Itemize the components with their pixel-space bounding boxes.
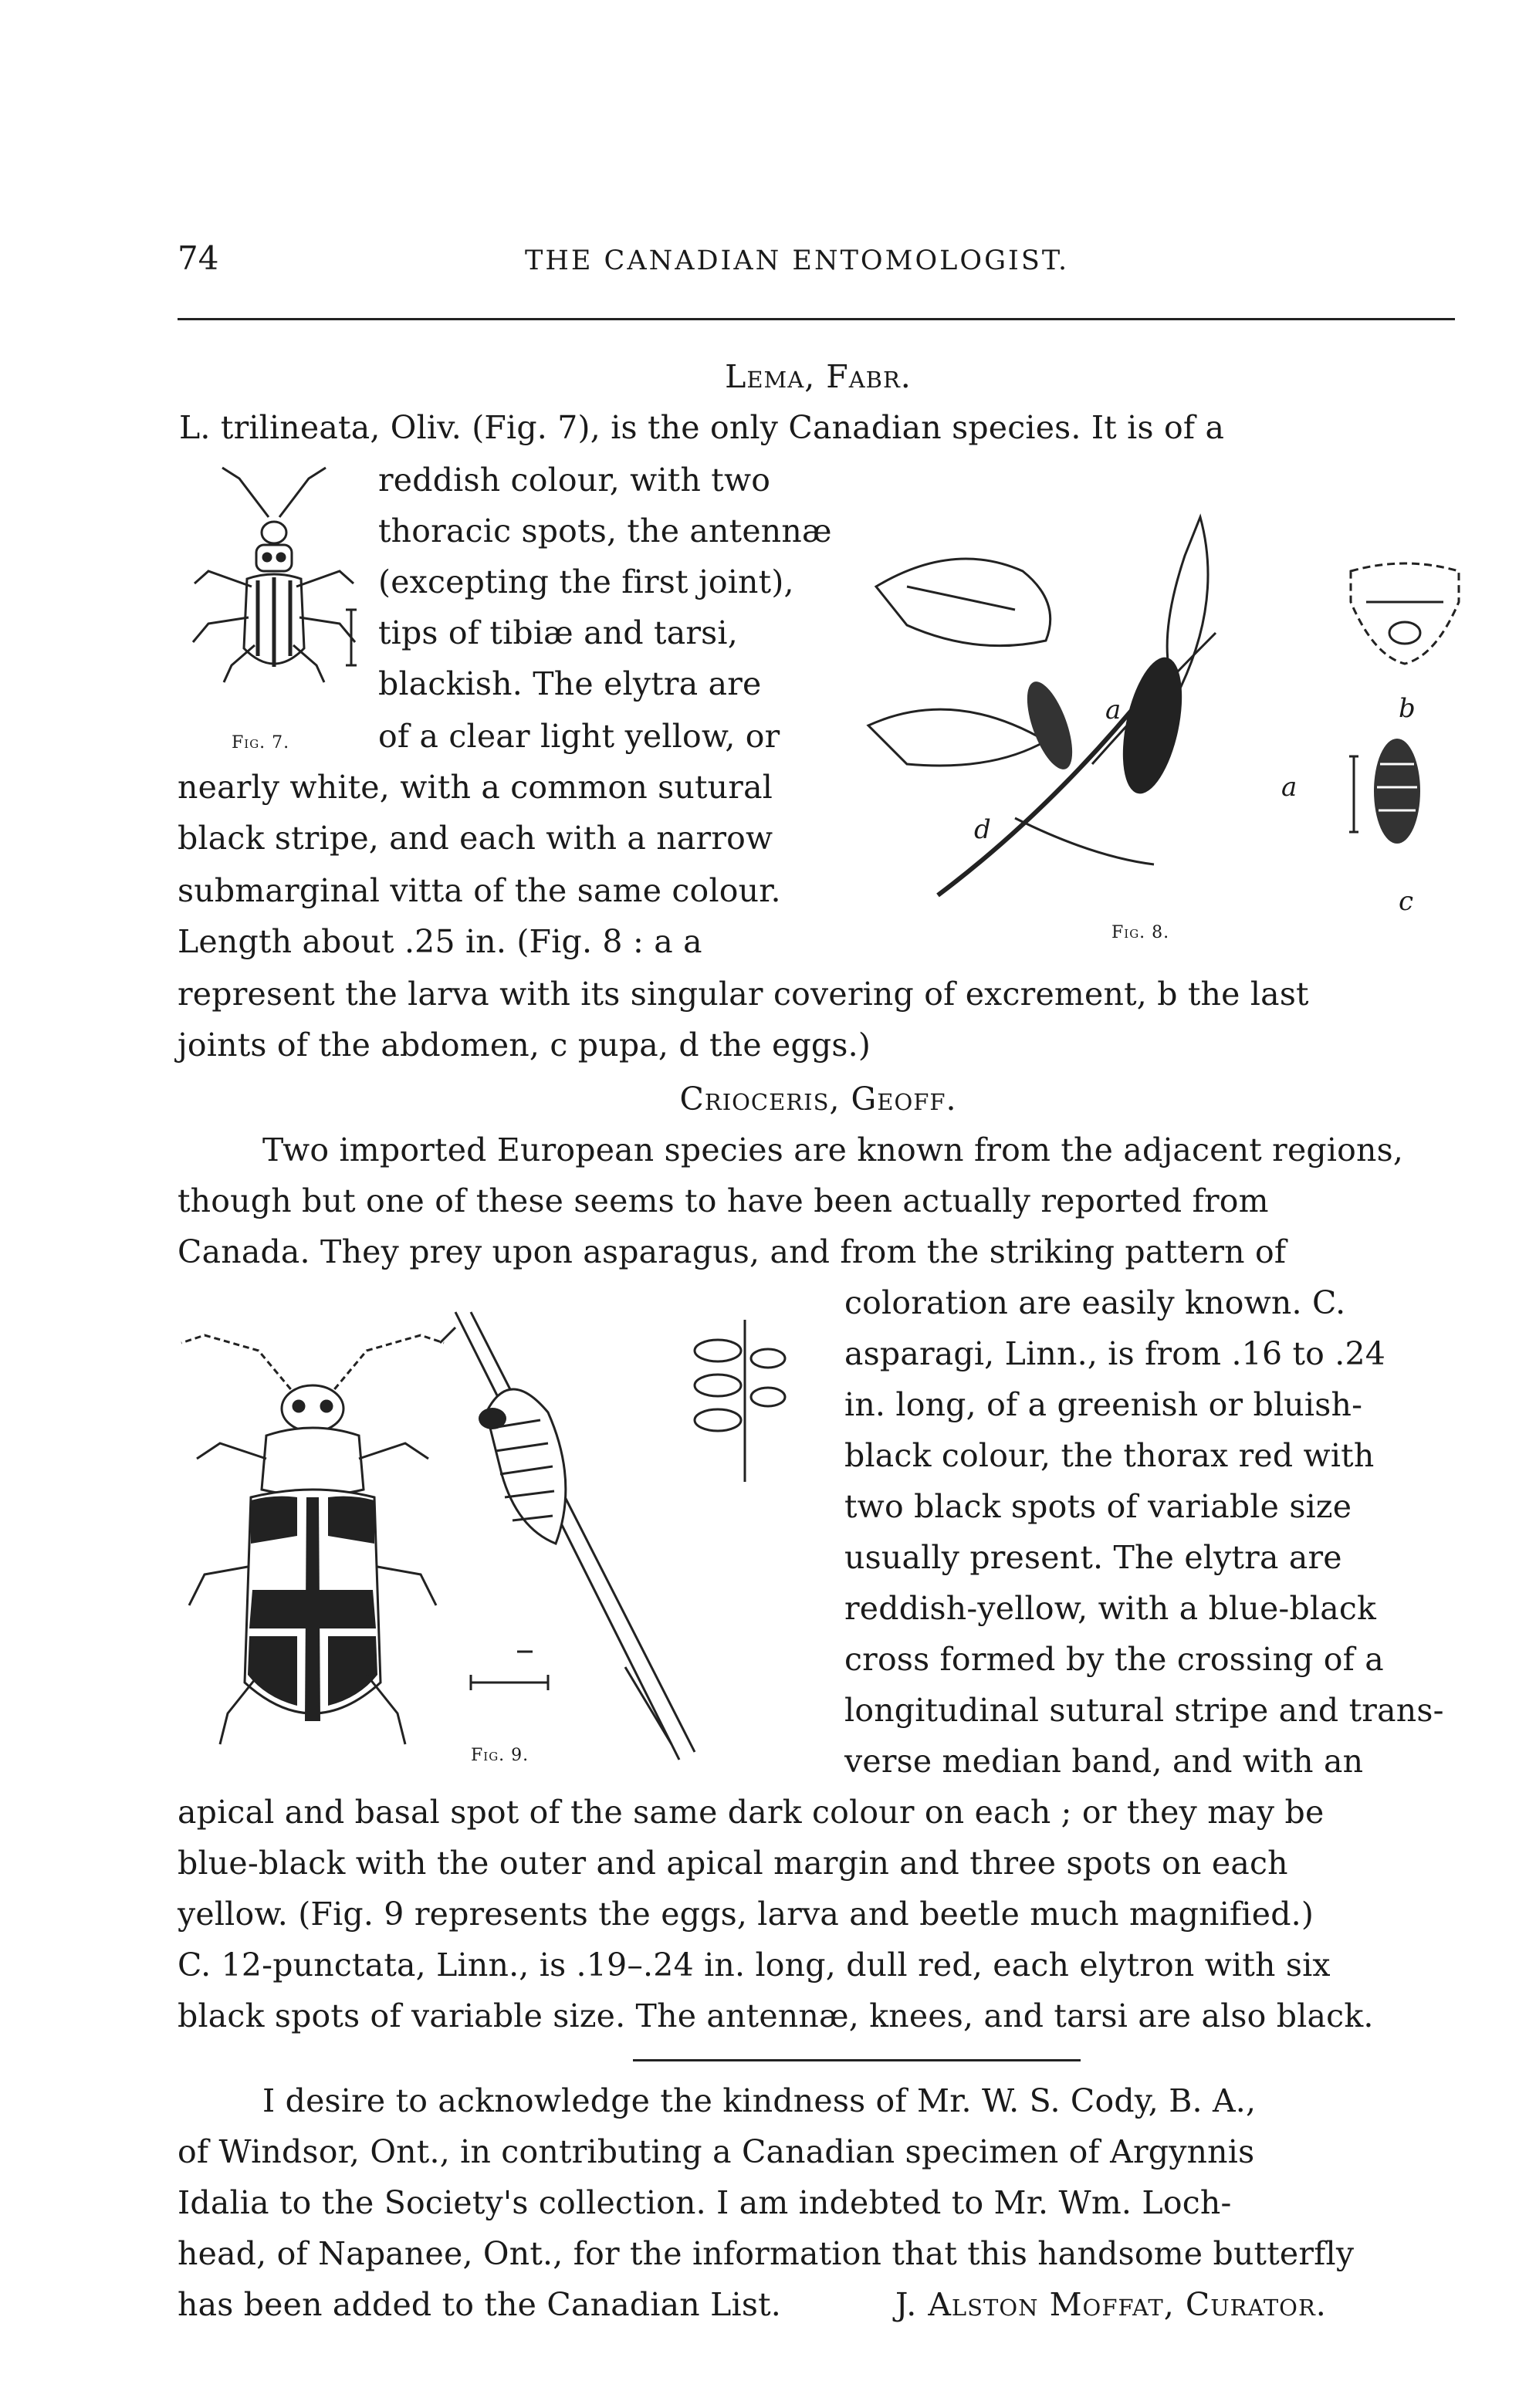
note-line: has been added to the Canadian List. (178, 2286, 781, 2323)
figure-8-caption: Fig. 8. (1111, 923, 1170, 942)
text-line: reddish-yellow, with a blue-black (844, 1590, 1377, 1627)
section-heading-lema: Lema, Fabr. (725, 358, 912, 395)
text-line: black stripe, and each with a narrow (178, 820, 773, 857)
section-heading-crioceris: Crioceris, Geoff. (679, 1081, 957, 1118)
text-line: Canada. They prey upon asparagus, and from the striking pattern of (178, 1233, 1287, 1270)
text-line: asparagi, Linn., is from .16 to .24 (844, 1335, 1386, 1372)
figure-8-label-d: d (974, 814, 991, 845)
note-line: of Windsor, Ont., in contributing a Canadian specimen of Argynnis (178, 2133, 1255, 2170)
note-line: head, of Napanee, Ont., for the information that this handsome butterfly (178, 2235, 1355, 2272)
text-line: tips of tibiæ and tarsi, (378, 614, 738, 651)
text-line: represent the larva with its singular covering of excrement, b the last (178, 976, 1309, 1013)
text-line: C. 12-punctata, Linn., is .19–.24 in. long, dull red, each elytron with six (178, 1946, 1331, 1984)
text-line: submarginal vitta of the same colour. (178, 872, 781, 909)
figure-7-beetle-illustration (178, 463, 370, 687)
figure-8b-abdomen-illustration (1343, 556, 1467, 671)
text-line: longitudinal sutural stripe and trans- (844, 1692, 1444, 1729)
note-separator-rule (633, 2059, 1081, 2061)
text-line: yellow. (Fig. 9 represents the eggs, larva and beetle much magnified.) (178, 1896, 1314, 1933)
text-line: nearly white, with a common sutural (178, 769, 773, 806)
figure-7-caption: Fig. 7. (232, 733, 290, 752)
figure-8-plant-larva-illustration (861, 494, 1262, 911)
text-line: reddish colour, with two (378, 462, 771, 499)
text-line: thoracic spots, the antennæ (378, 512, 832, 550)
text-line: two black spots of variable size (844, 1488, 1352, 1525)
text-line: L. trilineata, Oliv. (Fig. 7), is the only Canadian species. It is of a (179, 409, 1225, 446)
note-line: I desire to acknowledge the kindness of Mr. W. S. Cody, B. A., (262, 2082, 1257, 2119)
figure-9-larva-illustration (425, 1297, 710, 1775)
text-line: coloration are easily known. C. (844, 1284, 1346, 1321)
text-line: blackish. The elytra are (378, 665, 762, 702)
text-line: cross formed by the crossing of a (844, 1641, 1384, 1678)
header-rule (178, 318, 1455, 320)
figure-9-beetle-illustration (174, 1312, 452, 1775)
figure-9-caption: Fig. 9. (471, 1746, 529, 1765)
text-line: apical and basal spot of the same dark colour on each ; or they may be (178, 1794, 1325, 1831)
text-line: usually present. The elytra are (844, 1539, 1342, 1576)
page-number: 74 (178, 239, 219, 277)
text-line: (excepting the first joint), (378, 563, 794, 600)
figure-8-label-c: c (1399, 886, 1414, 917)
note-signature: J. Alston Moffat, Curator. (895, 2286, 1327, 2323)
text-line: of a clear light yellow, or (378, 718, 780, 755)
figure-9-eggs-illustration (675, 1312, 791, 1490)
journal-title: THE CANADIAN ENTOMOLOGIST. (525, 245, 1070, 276)
text-line: though but one of these seems to have been actually reported from (178, 1182, 1269, 1219)
note-line: Idalia to the Society's collection. I am indebted to Mr. Wm. Loch- (178, 2184, 1232, 2221)
text-line: Length about .25 in. (Fig. 8 : a a (178, 923, 702, 960)
text-line: in. long, of a greenish or bluish- (844, 1386, 1363, 1423)
text-line: black colour, the thorax red with (844, 1437, 1375, 1474)
figure-8-label-a2: a (1281, 772, 1297, 803)
text-line: blue-black with the outer and apical margin and three spots on each (178, 1845, 1288, 1882)
text-line: verse median band, and with an (844, 1743, 1364, 1780)
text-line: black spots of variable size. The antennæ, knees, and tarsi are also black. (178, 1997, 1374, 2034)
figure-8-label-a: a (1105, 695, 1122, 725)
figure-8c-pupa-illustration (1343, 733, 1436, 857)
text-line: Two imported European species are known from the adjacent regions, (262, 1131, 1404, 1168)
text-line: joints of the abdomen, c pupa, d the eggs.) (178, 1026, 871, 1064)
figure-8-label-b: b (1399, 693, 1416, 724)
